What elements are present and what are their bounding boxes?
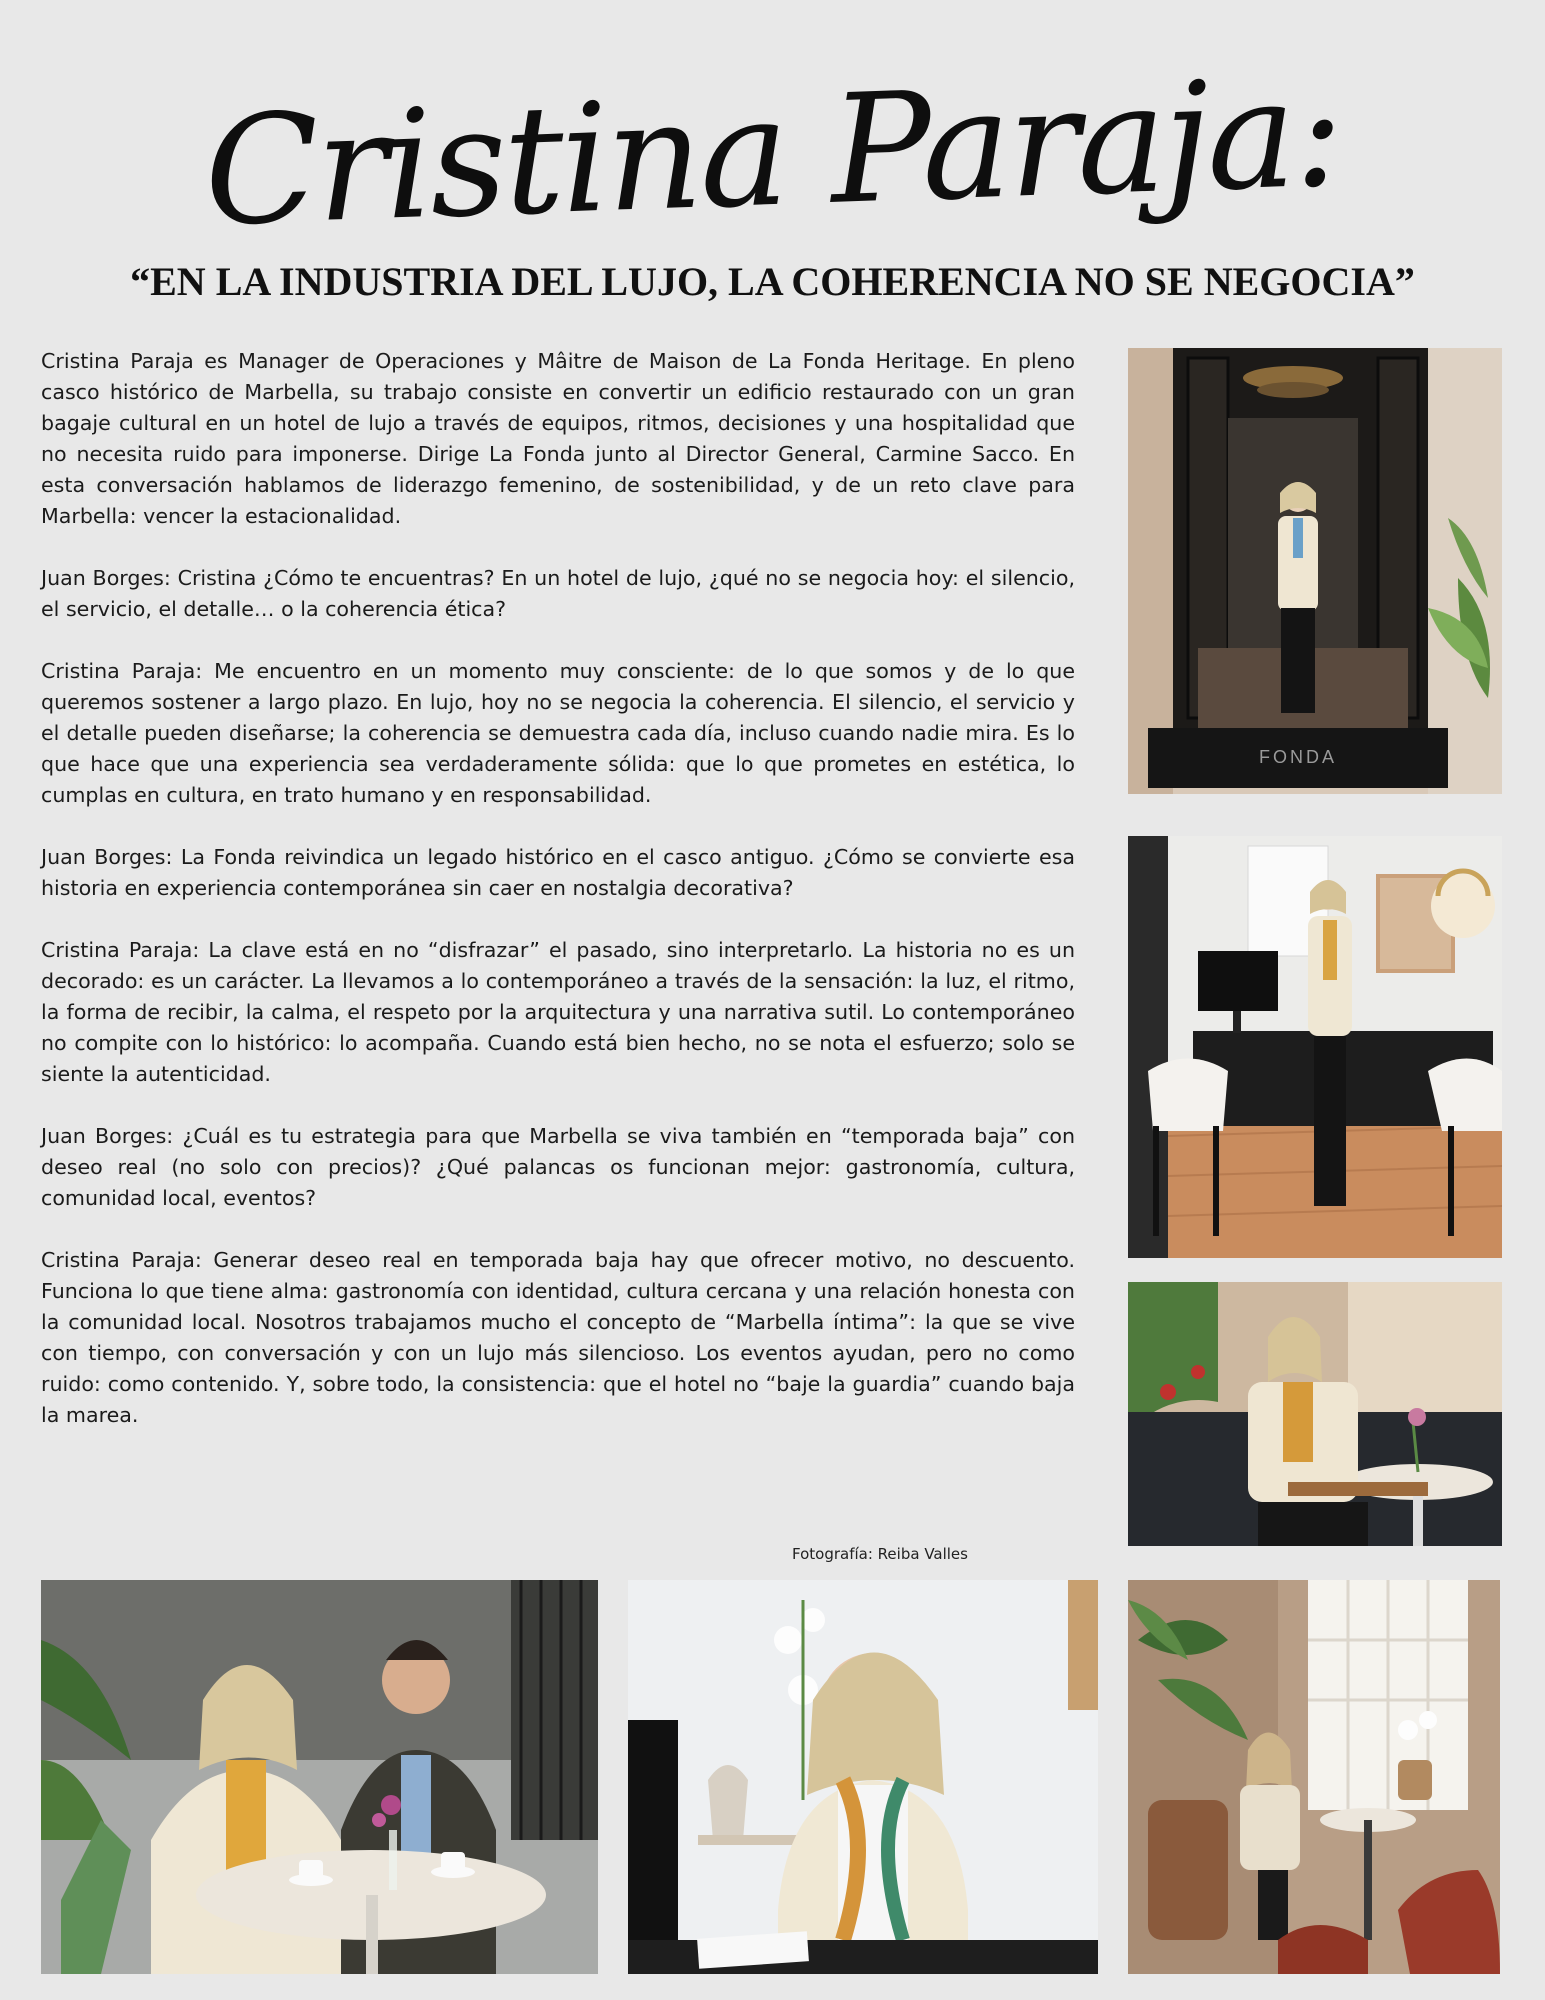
answer-paragraph: Cristina Paraja: Generar deseo real en temporada baja hay que ofrecer motivo, no descuento. Funciona lo que tiene alma: gastronomía con identidad, cultura cercana y una relación honesta con la comunidad local. Nosotros trabajamos mucho el concepto de “Marbella íntima”: la que se vive con tiempo, con conversación y con un lujo más silencioso. Los eventos ayudan, pero no como ruido: como contenido. Y, sobre todo, la consistencia: que el hotel no “baje la guardia” cuando baja la marea.: [41, 1248, 1075, 1427]
question-paragraph: Juan Borges: ¿Cuál es tu estrategia para que Marbella se viva también en “temporada baja” con deseo real (no solo con precios)? ¿Qué palancas os funcionan mejor: gastronomía, cultura, comunidad local, eventos?: [41, 1124, 1075, 1210]
photo-window-seat: [1128, 1580, 1500, 1974]
article-body: [41, 346, 1075, 1462]
photo-hotel-entrance: [1128, 348, 1502, 794]
answer-paragraph: Cristina Paraja: Me encuentro en un momento muy consciente: de lo que somos y de lo que queremos sostener a largo plazo. En lujo, hoy no se negocia la coherencia. El silencio, el servicio y el detalle pueden diseñarse; la coherencia se demuestra cada día, incluso cuando nadie mira. Es lo que hace que una experiencia sea verdaderamente sólida: que lo que prometes en estética, lo cumplas en cultura, en trato humano y en responsabilidad.: [41, 659, 1075, 807]
page-title: Cristina Paraja:: [201, 46, 1344, 260]
answer-paragraph: Cristina Paraja: La clave está en no “disfrazar” el pasado, sino interpretarlo. La historia no es un decorado: es un carácter. La llevamos a lo contemporáneo a través de la sensación: la luz, el ritmo, la forma de recibir, la calma, el respeto por la arquitectura y una narrativa sutil. Lo contemporáneo no compite con lo histórico: lo acompaña. Cuando está bien hecho, no se nota el esfuerzo; solo se siente la autenticidad.: [41, 938, 1075, 1086]
photo-portrait: [628, 1580, 1098, 1974]
photo-credit: Fotografía: Reiba Valles: [792, 1545, 968, 1563]
photo-lounge: [1128, 1282, 1502, 1546]
intro-paragraph: Cristina Paraja es Manager de Operaciones y Mâitre de Maison de La Fonda Heritage. En pleno casco histórico de Marbella, su trabajo consiste en convertir un edificio restaurado con un gran bagaje cultural en un hotel de lujo a través de equipos, ritmos, decisiones y una hospitalidad que no necesita ruido para imponerse. Dirige La Fonda junto al Director General, Carmine Sacco. En esta conversación hablamos de liderazgo femenino, de sostenibilidad, y de un reto clave para Marbella: vencer la estacionalidad.: [41, 349, 1075, 528]
doormat-text: FONDA: [1259, 747, 1337, 767]
photo-interview-table: [41, 1580, 598, 1974]
photo-reception: [1128, 836, 1502, 1258]
question-paragraph: Juan Borges: La Fonda reivindica un legado histórico en el casco antiguo. ¿Cómo se convierte esa historia en experiencia contemporánea sin caer en nostalgia decorativa?: [41, 845, 1075, 900]
page-subtitle: “EN LA INDUSTRIA DEL LUJO, LA COHERENCIA NO SE NEGOCIA”: [130, 259, 1415, 304]
question-paragraph: Juan Borges: Cristina ¿Cómo te encuentras? En un hotel de lujo, ¿qué no se negocia hoy: el silencio, el servicio, el detalle… o la coherencia ética?: [41, 566, 1075, 621]
